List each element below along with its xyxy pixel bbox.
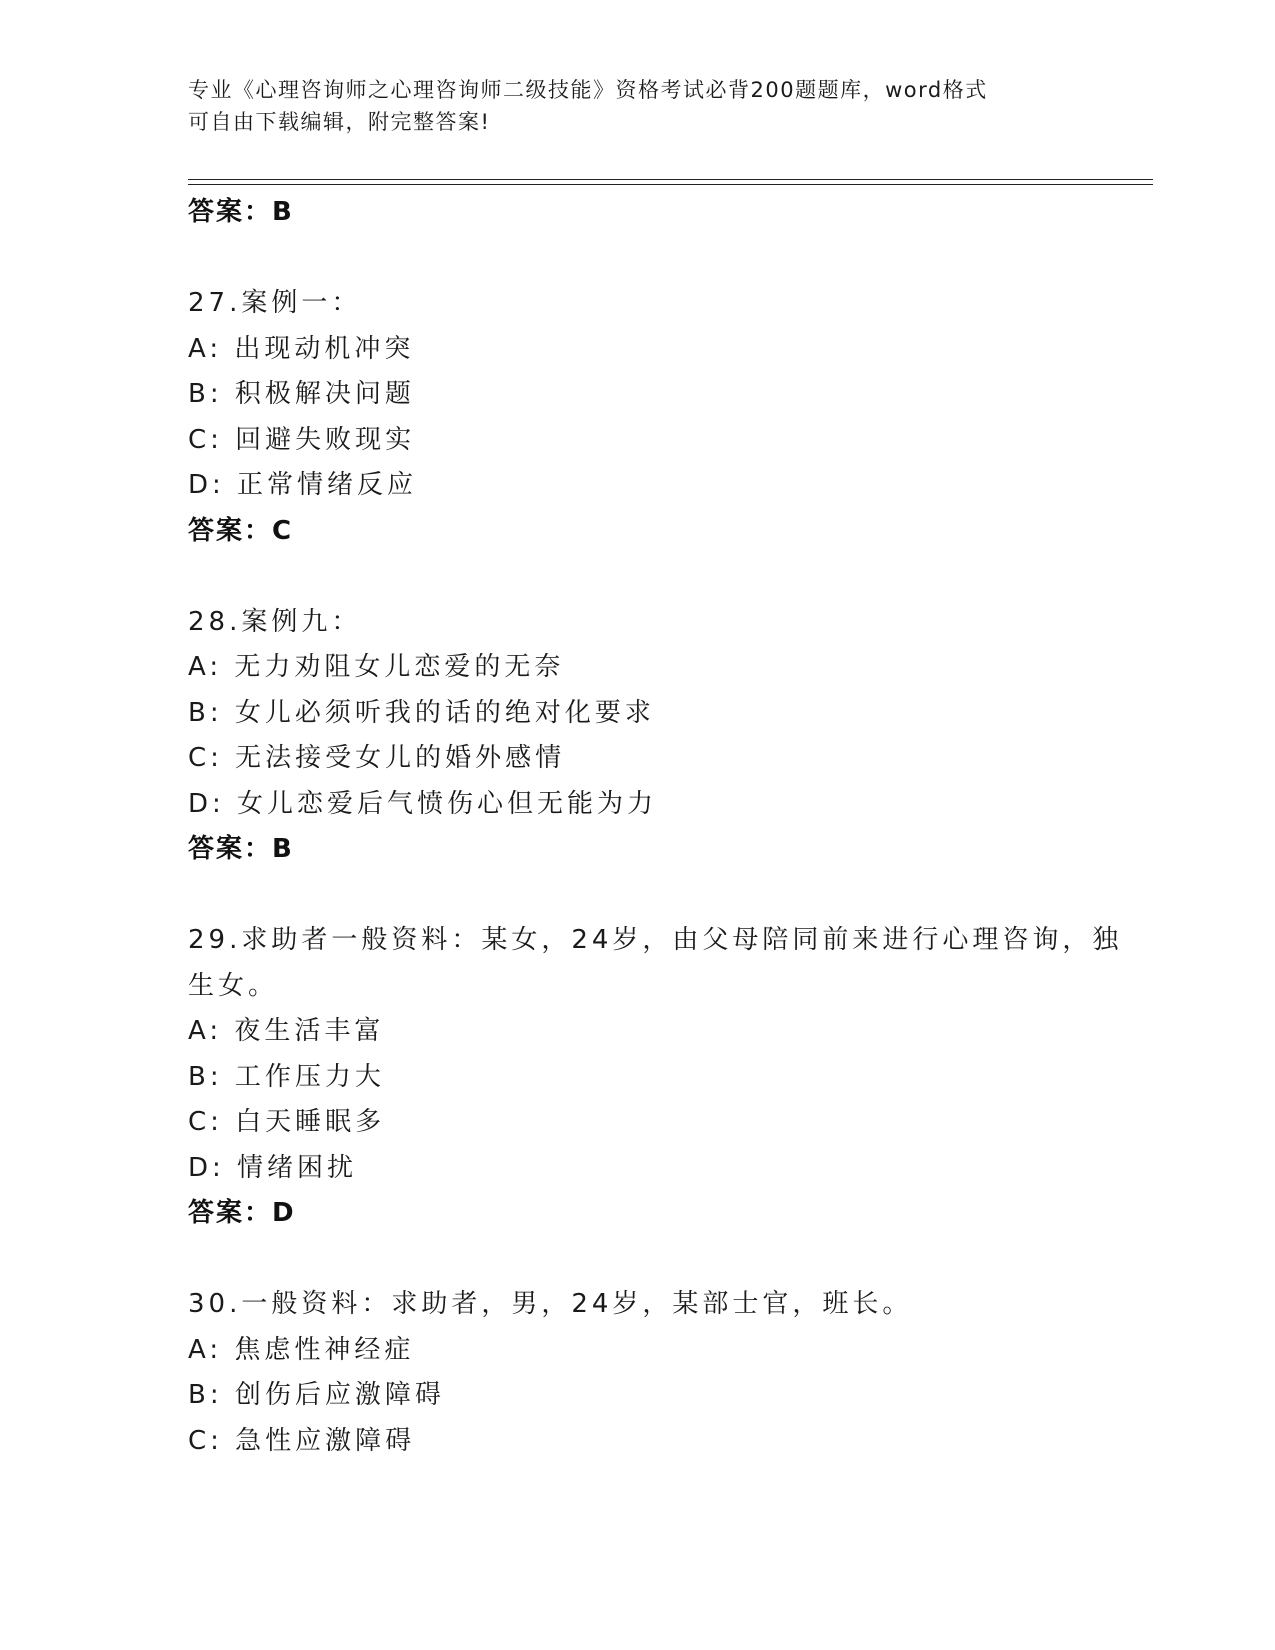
answer-line: 答案：D bbox=[188, 1198, 296, 1228]
header-rule-top bbox=[188, 179, 1153, 180]
answer-line: 答案：B bbox=[188, 834, 294, 864]
option-d: D: 女儿恋爱后气愤伤心但无能为力 bbox=[188, 788, 658, 819]
header-rule-bottom bbox=[188, 184, 1153, 185]
option-d: D: 正常情绪反应 bbox=[188, 470, 418, 500]
document-header bbox=[188, 74, 1088, 138]
question-stem-line-2: 生女。 bbox=[188, 970, 279, 1001]
option-a: A: 焦虑性神经症 bbox=[188, 1334, 415, 1365]
option-c: C: 急性应激障碍 bbox=[188, 1425, 416, 1456]
header-line-1: 专业《心理咨询师之心理咨询师二级技能》资格考试必背200题题库，word格式 bbox=[188, 78, 988, 102]
option-c: C: 无法接受女儿的婚外感情 bbox=[188, 743, 566, 773]
question-27 bbox=[188, 281, 1088, 554]
question-29 bbox=[188, 918, 1123, 1237]
option-a: A: 夜生活丰富 bbox=[188, 1016, 385, 1046]
option-c: C: 回避失败现实 bbox=[188, 424, 416, 455]
spacer bbox=[188, 236, 1088, 282]
option-b: B: 创伤后应激障碍 bbox=[188, 1380, 445, 1410]
header-line-2: 可自由下载编辑，附完整答案! bbox=[188, 110, 491, 134]
question-stem-line-1: 29.求助者一般资料：某女，24岁，由父母陪同前来进行心理咨询，独 bbox=[188, 925, 1123, 955]
option-a: A: 出现动机冲突 bbox=[188, 333, 415, 364]
answer-line: 答案：B bbox=[188, 197, 294, 227]
spacer bbox=[188, 873, 1088, 919]
spacer bbox=[188, 554, 1088, 600]
answer-line: 答案：C bbox=[188, 515, 294, 546]
question-stem: 30.一般资料：求助者，男，24岁，某部士官，班长。 bbox=[188, 1289, 913, 1319]
option-b: B: 积极解决问题 bbox=[188, 379, 415, 409]
option-c: C: 白天睡眠多 bbox=[188, 1107, 386, 1137]
question-stem: 28.案例九： bbox=[188, 606, 362, 637]
question-28 bbox=[188, 600, 1088, 873]
question-list bbox=[188, 190, 1123, 1464]
option-b: B: 工作压力大 bbox=[188, 1061, 385, 1092]
question-30 bbox=[188, 1282, 1088, 1464]
question-stem: 27.案例一： bbox=[188, 288, 362, 318]
spacer bbox=[188, 1237, 1088, 1283]
option-d: D: 情绪困扰 bbox=[188, 1152, 358, 1183]
option-b: B: 女儿必须听我的话的绝对化要求 bbox=[188, 697, 655, 728]
option-a: A: 无力劝阻女儿恋爱的无奈 bbox=[188, 652, 565, 682]
